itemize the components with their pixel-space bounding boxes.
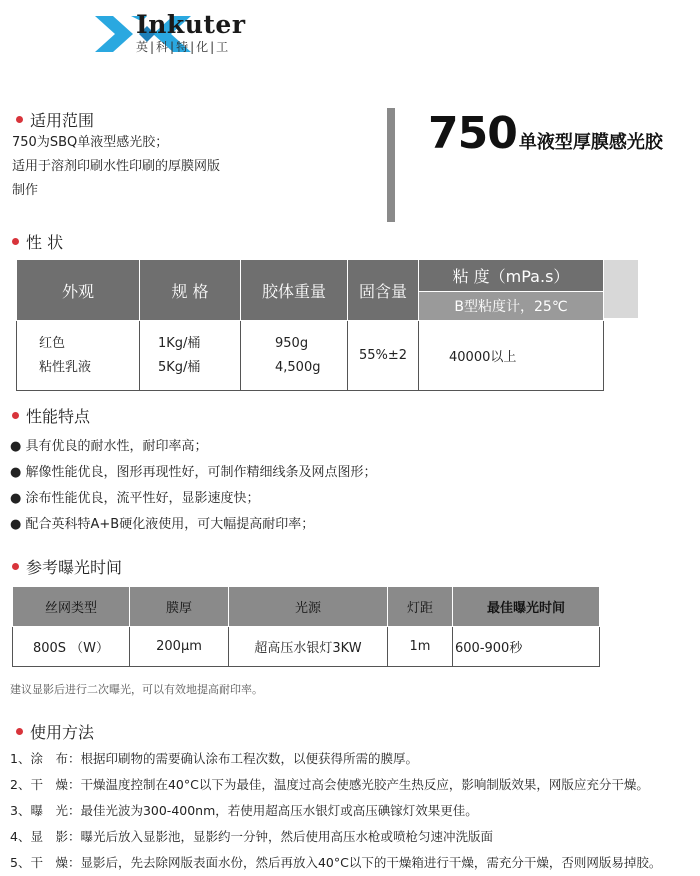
bullet-dot-icon [16,116,23,123]
list-item: ● 配合英科特A+B硬化液使用，可大幅提高耐印率； [10,517,315,532]
bullet-dot-icon [12,412,19,419]
cell-light: 超高压水银灯3KW [229,627,388,667]
list-item: ● 涂布性能优良，流平性好，显影速度快； [10,491,260,506]
col-header-time: 最佳曝光时间 [453,587,600,627]
cell-spec [140,321,241,391]
list-item: 2、干 燥：干燥温度控制在40°C以下为最佳，温度过高会使感光胶产生热反应，影响制版效果，网版应充分干燥。 [10,777,649,792]
cell-time: 600-900秒 [453,627,600,667]
brand-cn-name: 英|科|特|化|工 [136,40,231,54]
list-item: ● 具有优良的耐水性，耐印率高； [10,439,208,454]
props-heading-row [12,230,63,253]
cell-weight [241,321,348,391]
col-header-light: 光源 [229,587,388,627]
list-item: 5、干 燥：显影后，先去除网版表面水份，然后再放入40°C以下的干燥箱进行干燥，需充分干燥，否则网版易掉胶。 [10,855,662,870]
usage-heading: 使用方法 [30,723,95,742]
scope-line: 750为SBQ单液型感光胶； [12,135,169,150]
col-header-thickness: 膜厚 [130,587,229,627]
col-header-mesh: 丝网类型 [13,587,130,627]
col-header-solid: 固含量 [348,260,419,321]
col-subheader-viscosity: B型粘度计，25℃ [419,292,604,321]
cell-text: 1Kg/桶 [158,335,201,351]
exposure-table [12,586,600,667]
cell-thickness: 200μm [130,627,229,667]
exposure-heading: 参考曝光时间 [26,558,123,577]
list-item: 3、曝 光：最佳光波为300-400nm，若使用超高压水银灯或高压碘镓灯效果更佳。 [10,803,478,818]
title-divider [387,108,395,222]
list-item: ● 解像性能优良，图形再现性好，可制作精细线条及网点图形； [10,465,377,480]
list-item-text: 配合英科特A+B硬化液使用，可大幅提高耐印率； [25,517,315,532]
col-header-spec: 规 格 [140,260,241,321]
header-extension [604,260,638,318]
col-header-distance: 灯距 [388,587,453,627]
product-title [428,108,663,159]
bullet-dot-icon [12,238,19,245]
features-heading: 性能特点 [26,407,91,426]
cell-mesh: 800S （W） [13,627,130,667]
properties-table [16,259,604,391]
bullet-dot-icon [16,728,23,735]
list-item-text: 解像性能优良，图形再现性好，可制作精细线条及网点图形； [25,465,377,480]
product-name: 单液型厚膜感光胶 [518,132,663,153]
bullet-dot-icon [12,563,19,570]
list-item: 1、涂 布：根据印刷物的需要确认涂布工程次数，以便获得所需的膜厚。 [10,751,418,766]
cell-text: 红色 [39,335,66,351]
features-heading-row [12,404,90,427]
scope-heading-row [16,108,94,131]
brand-name: Inkuter [136,10,246,39]
scope-text [12,131,220,203]
list-item: 4、显 影：曝光后放入显影池，显影约一分钟，然后使用高压水枪或喷枪匀速冲洗版面 [10,829,493,844]
col-header-appearance: 外观 [17,260,140,321]
features-list [10,434,377,538]
exposure-note: 建议显影后进行二次曝光，可以有效地提高耐印率。 [10,683,263,696]
product-number: 750 [428,108,517,159]
usage-list [10,746,661,876]
usage-heading-row [16,720,94,743]
cell-text: 5Kg/桶 [158,359,201,375]
scope-line: 适用于溶剂印刷水性印刷的厚膜网版 [12,159,221,174]
props-heading: 性 状 [26,233,64,252]
cell-appearance [17,321,140,391]
cell-solid: 55%±2 [348,321,419,391]
exposure-heading-row [12,555,122,578]
cell-text: 950g [275,335,309,351]
col-header-weight: 胶体重量 [241,260,348,321]
list-item-text: 具有优良的耐水性，耐印率高； [25,439,208,454]
scope-heading: 适用范围 [30,111,95,130]
list-item-text: 涂布性能优良，流平性好，显影速度快； [25,491,260,506]
cell-text: 粘性乳液 [39,359,92,375]
scope-line: 制作 [12,183,39,198]
col-header-viscosity: 粘 度（mPa.s） [419,260,604,292]
cell-text: 4,500g [275,359,321,375]
cell-distance: 1m [388,627,453,667]
cell-viscosity: 40000以上 [419,321,604,391]
